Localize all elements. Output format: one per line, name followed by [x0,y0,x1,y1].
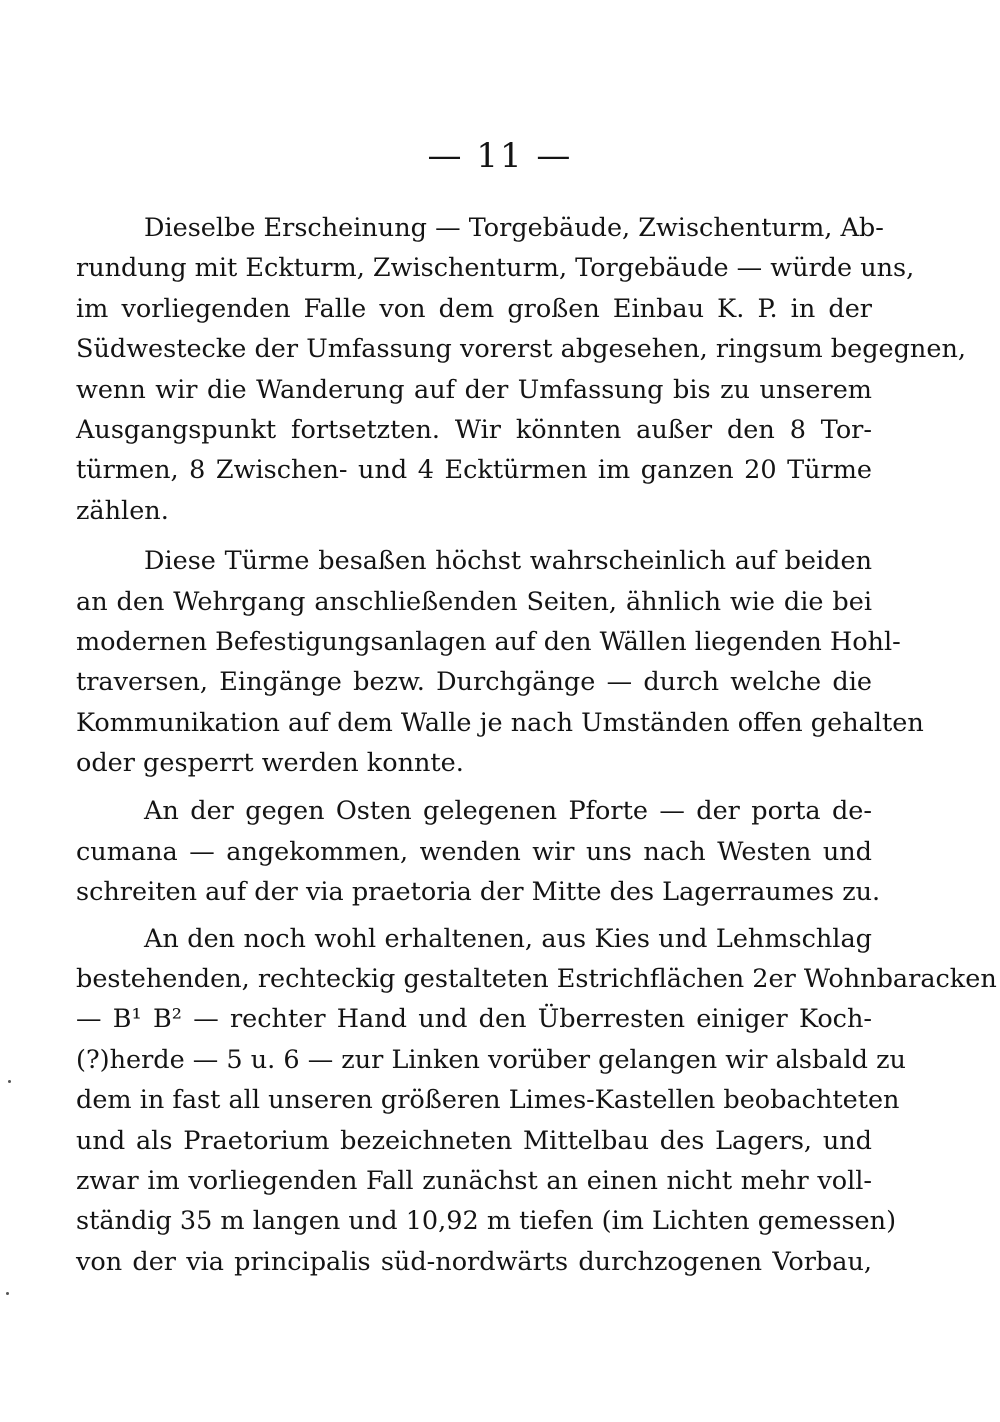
text-line: zählen. [76,495,169,526]
text-line: schreiten auf der via praetoria der Mitte des Lagerraumes zu. [76,877,881,908]
text-line: dem in fast all unseren größeren Limes-Kastellen beobachteten [76,1085,900,1116]
page-number: — 11 — [427,136,573,176]
text-line: Ausgangspunkt fortsetzten. Wir könnten außer den 8 Tor- [76,414,872,445]
text-line: modernen Befestigungsanlagen auf den Wällen liegenden Hohl- [76,626,901,657]
paragraph-1 [76,208,966,531]
text-line: An der gegen Osten gelegenen Pforte — der porta de- [144,796,872,827]
paragraph-3 [76,791,881,912]
scan-speck [8,1080,11,1083]
text-line: wenn wir die Wanderung auf der Umfassung bis zu unserem [76,374,872,405]
text-line: Dieselbe Erscheinung — Torgebäude, Zwischenturm, Ab- [144,213,884,243]
paragraph-2 [76,541,924,783]
text-line: (?)herde — 5 u. 6 — zur Linken vorüber gelangen wir alsbald zu [76,1044,906,1075]
text-line: traversen, Eingänge bezw. Durchgänge — durch welche die [76,667,872,698]
text-line: türmen, 8 Zwischen- und 4 Ecktürmen im ganzen 20 Türme [76,455,872,486]
text-line: Kommunikation auf dem Walle je nach Umständen offen gehalten [76,707,924,738]
text-line: zwar im vorliegenden Fall zunächst an einen nicht mehr voll- [76,1165,872,1196]
text-line: cumana — angekommen, wenden wir uns nach Westen und [76,836,872,867]
text-line: bestehenden, rechteckig gestalteten Estrichflächen 2er Wohnbaracken [76,964,997,995]
scan-speck [6,1292,9,1295]
text-line: an den Wehrgang anschließenden Seiten, ähnlich wie die bei [76,586,872,617]
text-line: An den noch wohl erhaltenen, aus Kies und Lehmschlag [144,923,872,954]
text-line: — B¹ B² — rechter Hand und den Überresten einiger Koch- [76,1004,872,1035]
text-line: und als Praetorium bezeichneten Mittelbau des Lagers, und [76,1125,872,1156]
paragraph-4 [76,919,997,1283]
text-line: von der via principalis süd-nordwärts durchzogenen Vorbau, [76,1246,872,1277]
text-line: Südwestecke der Umfassung vorerst abgesehen, ringsum begegnen, [76,334,966,365]
text-line: oder gesperrt werden konnte. [76,748,464,779]
text-line: Diese Türme besaßen höchst wahrscheinlich auf beiden [144,546,872,577]
text-line: ständig 35 m langen und 10,92 m tiefen (im Lichten gemessen) [76,1206,897,1237]
text-line: im vorliegenden Falle von dem großen Einbau K. P. in der [76,293,872,324]
body-text [76,208,997,1282]
text-line: rundung mit Eckturm, Zwischenturm, Torgebäude — würde uns, [76,253,915,284]
